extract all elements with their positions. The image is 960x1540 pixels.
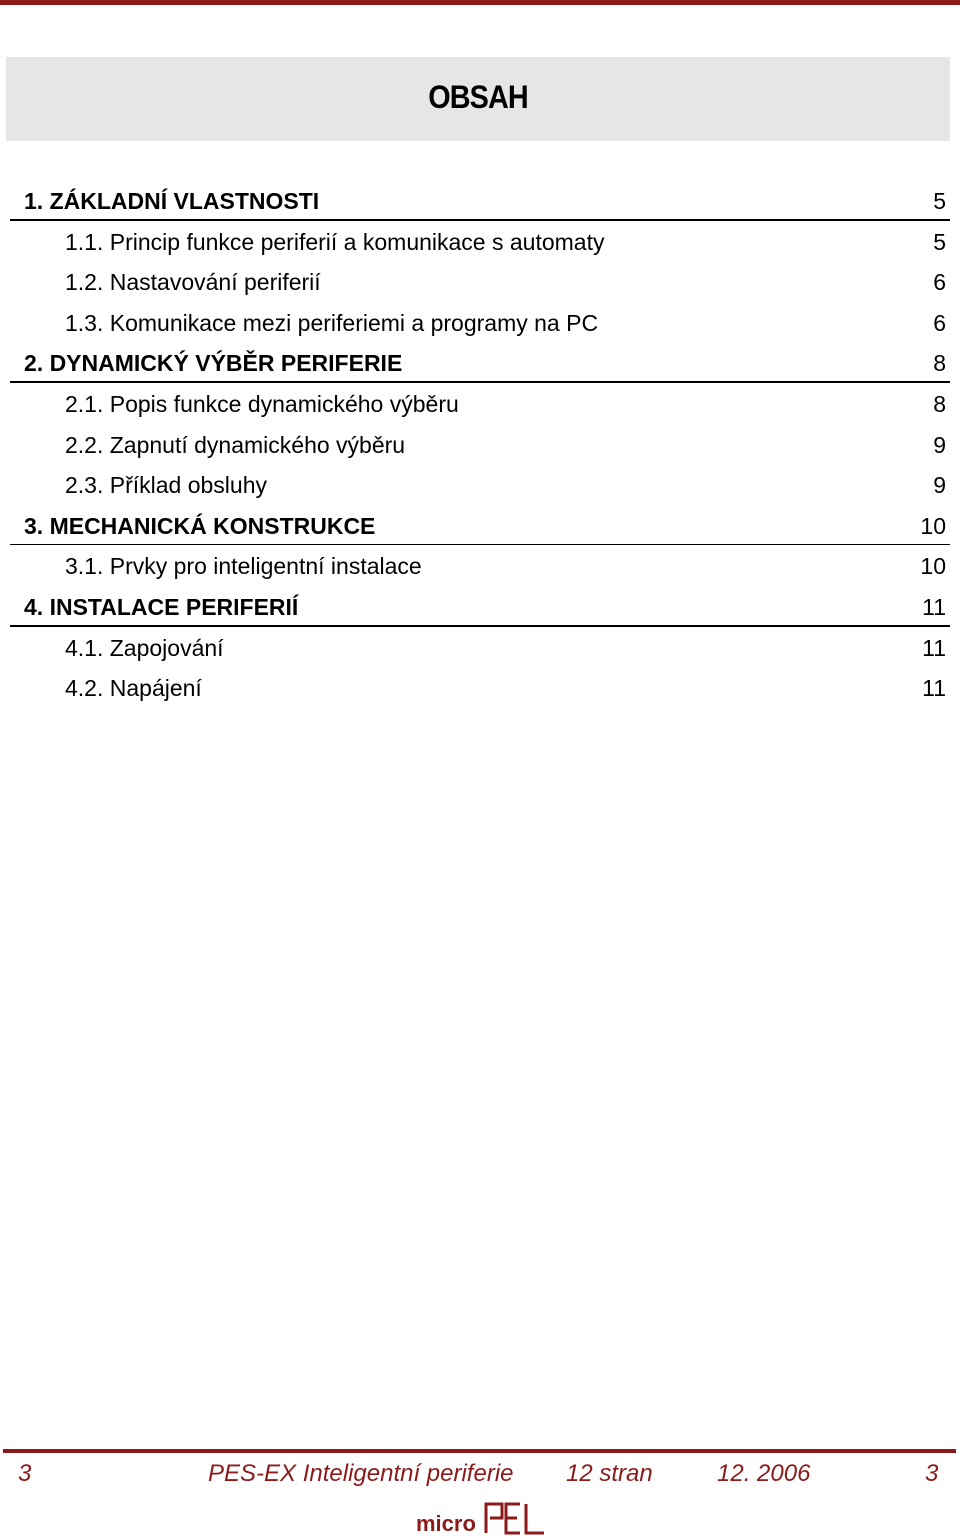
footer-page-left: 3: [18, 1460, 32, 1487]
toc-entry-page: 8: [933, 350, 946, 377]
page-title: OBSAH: [428, 79, 528, 115]
toc-section-row[interactable]: [0, 424, 960, 465]
footer-rule: [3, 1449, 956, 1453]
toc-chapter-row[interactable]: [0, 586, 960, 627]
toc-section-row[interactable]: [0, 545, 960, 586]
footer-doc-title: PES-EX Inteligentní periferie: [208, 1460, 514, 1487]
toc-section-row[interactable]: [0, 464, 960, 505]
toc-entry-page: 9: [933, 431, 946, 458]
toc-entry-title: 1.3. Komunikace mezi periferiemi a programy na PC: [65, 309, 599, 336]
footer-date: 12. 2006: [717, 1460, 811, 1487]
toc-entry-page: 11: [922, 593, 946, 620]
toc-entry-title: 3. MECHANICKÁ KONSTRUKCE: [24, 512, 376, 539]
toc-entry-title: 4.1. Zapojování: [65, 634, 224, 661]
table-of-contents: [0, 180, 960, 708]
toc-chapter-row[interactable]: [0, 505, 960, 546]
toc-entry-title: 2. DYNAMICKÝ VÝBĚR PERIFERIE: [24, 350, 403, 377]
toc-entry-title: 1.2. Nastavování periferií: [65, 269, 321, 296]
toc-entry-page: 8: [933, 390, 946, 417]
footer-pages: 12 stran: [566, 1460, 653, 1487]
toc-entry-title: 3.1. Prvky pro inteligentní instalace: [65, 553, 422, 580]
toc-section-row[interactable]: [0, 383, 960, 424]
toc-entry-page: 10: [920, 512, 946, 539]
toc-entry-page: 5: [933, 188, 946, 214]
toc-entry-title: 2.3. Příklad obsluhy: [65, 472, 268, 499]
toc-entry-title: 1.1. Princip funkce periferií a komunikace s automaty: [65, 228, 605, 255]
title-box: [6, 57, 950, 141]
toc-entry-page: 11: [922, 634, 946, 661]
toc-chapter-row[interactable]: [0, 342, 960, 383]
toc-entry-title: 1. ZÁKLADNÍ VLASTNOSTI: [24, 188, 320, 214]
toc-entry-page: 9: [933, 472, 946, 499]
toc-entry-title: 4. INSTALACE PERIFERIÍ: [24, 593, 299, 620]
toc-entry-page: 6: [933, 309, 946, 336]
svg-text:micro: micro: [416, 1511, 476, 1536]
toc-section-row[interactable]: [0, 261, 960, 302]
toc-entry-title: 2.2. Zapnutí dynamického výběru: [65, 431, 406, 458]
toc-section-row[interactable]: [0, 667, 960, 708]
micropel-logo: [416, 1500, 548, 1536]
toc-entry-page: 11: [922, 675, 946, 702]
footer-page-right: 3: [925, 1460, 939, 1487]
toc-entry-page: 6: [933, 269, 946, 296]
toc-section-row[interactable]: [0, 302, 960, 343]
toc-entry-page: 10: [920, 553, 946, 580]
footer: [0, 1460, 960, 1494]
toc-section-row[interactable]: [0, 221, 960, 262]
toc-chapter-row[interactable]: [0, 180, 960, 221]
toc-entry-page: 5: [933, 228, 946, 255]
toc-entry-title: 4.2. Napájení: [65, 675, 202, 702]
toc-entry-title: 2.1. Popis funkce dynamického výběru: [65, 390, 459, 417]
top-rule: [0, 0, 960, 5]
toc-section-row[interactable]: [0, 627, 960, 668]
